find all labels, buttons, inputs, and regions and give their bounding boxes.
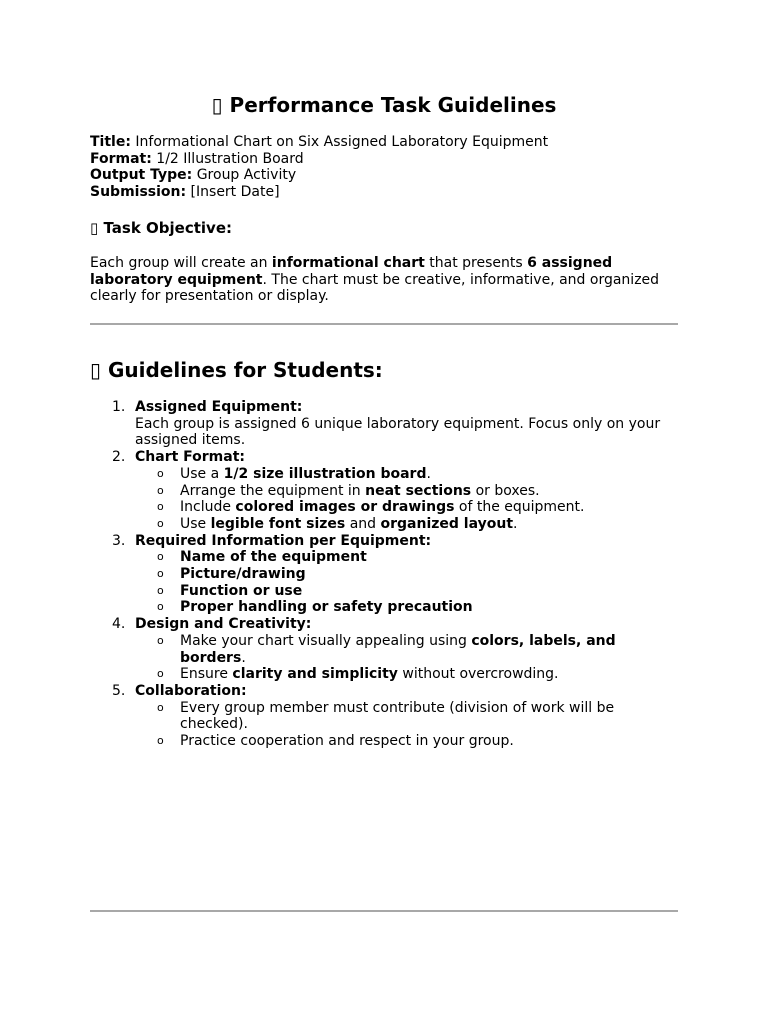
meta-row-format xyxy=(90,151,548,168)
meta-value: Informational Chart on Six Assigned Laboratory Equipment xyxy=(130,134,549,150)
sub-list-item xyxy=(135,549,678,566)
sub-list-item xyxy=(135,733,678,750)
bullet-icon: o xyxy=(157,600,164,614)
meta-row-submission xyxy=(90,184,548,201)
objective-text-part: Each group will create an xyxy=(90,255,272,271)
document-title-text: Performance Task Guidelines xyxy=(229,93,557,117)
sub-list-item xyxy=(135,483,678,500)
item-label: Required Information per Equipment: xyxy=(135,532,432,549)
meta-value: Group Activity xyxy=(192,167,297,184)
sub-list-item xyxy=(135,499,678,516)
bullet-icon: o xyxy=(157,734,164,748)
bullet-text: of the equipment. xyxy=(454,499,585,516)
guidelines-list xyxy=(90,399,678,750)
bullet-emphasis: neat sections xyxy=(365,482,472,499)
bullet-text: Use xyxy=(180,515,211,532)
bullet-emphasis: colored images or drawings xyxy=(235,499,455,516)
sub-list-item xyxy=(135,666,678,683)
bullet-text: Make your chart visually appealing using xyxy=(180,632,472,649)
bullet-text: Include xyxy=(180,499,236,516)
bullet-icon: o xyxy=(157,516,164,530)
bullet-text: Practice cooperation and respect in your group. xyxy=(180,733,514,750)
bullet-text: . xyxy=(426,465,431,482)
guideline-item-chart-format xyxy=(90,449,678,533)
item-label: Chart Format: xyxy=(135,449,246,466)
sub-list-item xyxy=(135,516,678,533)
sub-list xyxy=(135,700,678,750)
task-meta xyxy=(90,134,548,201)
meta-label: Output Type: xyxy=(90,167,193,184)
bullet-text: without overcrowding. xyxy=(397,666,559,683)
item-text: Each group is assigned 6 unique laboratory equipment. Focus only on your assigned items. xyxy=(135,415,661,449)
bullet-text: . xyxy=(241,649,246,666)
meta-row-title xyxy=(90,134,548,151)
bullet-text: and xyxy=(345,515,381,532)
missing-glyph-icon: ▯ xyxy=(90,358,102,382)
missing-glyph-icon: ▯ xyxy=(90,219,99,237)
guideline-item-assigned-equipment xyxy=(90,399,678,449)
bullet-icon: o xyxy=(157,500,164,514)
item-number: 5. xyxy=(112,682,126,699)
guidelines-heading xyxy=(90,357,383,383)
bullet-text: Arrange the equipment in xyxy=(180,482,366,499)
item-number: 2. xyxy=(112,449,126,466)
bullet-icon: o xyxy=(157,550,164,564)
meta-label: Submission: xyxy=(90,184,187,201)
bullet-icon: o xyxy=(157,483,164,497)
document-title xyxy=(90,92,678,118)
bullet-text: Use a xyxy=(180,465,224,482)
sub-list-item xyxy=(135,633,678,666)
objective-text-part: . The chart must be creative, informative, and organized clearly for presentation or display. xyxy=(90,271,660,305)
bullet-emphasis: colors, labels, and borders xyxy=(180,632,616,666)
objective-heading xyxy=(90,219,232,237)
bullet-icon: o xyxy=(157,466,164,480)
bullet-icon: o xyxy=(157,633,164,647)
bullet-emphasis: Picture/drawing xyxy=(180,566,306,583)
bullet-icon: o xyxy=(157,667,164,681)
bullet-emphasis: Function or use xyxy=(180,582,303,599)
item-number: 1. xyxy=(112,399,126,415)
sub-list-item xyxy=(135,566,678,583)
bullet-emphasis: Name of the equipment xyxy=(180,549,367,566)
missing-glyph-icon: ▯ xyxy=(211,93,223,117)
horizontal-rule xyxy=(90,323,678,325)
objective-text-part: that presents xyxy=(424,255,528,271)
sub-list-item xyxy=(135,583,678,600)
objective-paragraph xyxy=(90,255,678,305)
bullet-text: Every group member must contribute (division of work will be checked). xyxy=(180,699,615,733)
bullet-emphasis: legible font sizes xyxy=(210,515,346,532)
sub-list xyxy=(135,549,678,616)
sub-list xyxy=(135,633,678,683)
bullet-icon: o xyxy=(157,567,164,581)
item-label: Assigned Equipment: xyxy=(135,399,303,415)
bullet-text: . xyxy=(513,515,518,532)
meta-label: Title: xyxy=(90,134,131,150)
sub-list xyxy=(135,466,678,533)
bullet-emphasis: organized layout xyxy=(380,515,514,532)
guidelines-heading-text: Guidelines for Students: xyxy=(107,358,383,382)
meta-value: 1/2 Illustration Board xyxy=(151,150,304,167)
objective-heading-text: Task Objective: xyxy=(103,219,233,237)
meta-value: [Insert Date] xyxy=(186,184,280,201)
item-label: Design and Creativity: xyxy=(135,616,312,633)
meta-label: Format: xyxy=(90,150,152,167)
guideline-item-collaboration xyxy=(90,683,678,750)
item-number: 3. xyxy=(112,532,126,549)
objective-emphasis: 6 assigned laboratory equipment xyxy=(90,255,613,288)
horizontal-rule xyxy=(90,910,678,912)
guideline-item-required-information xyxy=(90,533,678,617)
bullet-text: or boxes. xyxy=(471,482,540,499)
item-label: Collaboration: xyxy=(135,682,247,699)
sub-list-item xyxy=(135,599,678,616)
guideline-item-design-creativity xyxy=(90,616,678,683)
sub-list-item xyxy=(135,700,678,733)
sub-list-item xyxy=(135,466,678,483)
bullet-emphasis: clarity and simplicity xyxy=(232,666,398,683)
meta-row-output-type xyxy=(90,167,548,184)
item-number: 4. xyxy=(112,616,126,633)
objective-emphasis: informational chart xyxy=(271,255,425,271)
bullet-emphasis: Proper handling or safety precaution xyxy=(180,599,473,616)
bullet-icon: o xyxy=(157,583,164,597)
bullet-icon: o xyxy=(157,700,164,714)
bullet-emphasis: 1/2 size illustration board xyxy=(223,465,427,482)
bullet-text: Ensure xyxy=(180,666,233,683)
